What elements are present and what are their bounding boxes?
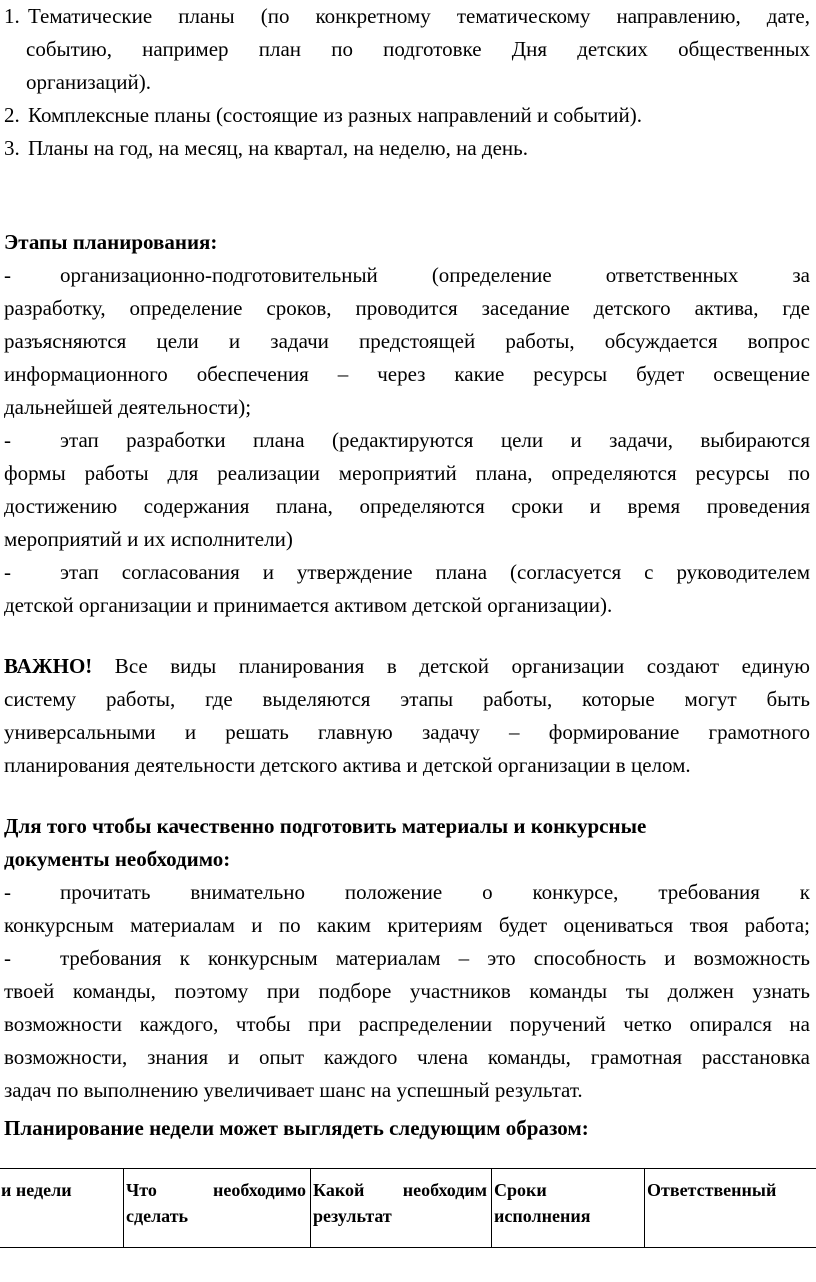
stages-line-1: - организационно-подготовительный (определение ответственных за: [4, 263, 810, 287]
list-item-1-line-1: 1. Тематические планы (по конкретному тематическому направлению, дате,: [4, 4, 810, 28]
materials-line-2: конкурсным материалам и по каким критериям будет оцениваться твоя работа;: [4, 913, 810, 937]
stages-line-10: - этап согласования и утверждение плана (согласуется с руководителем: [4, 560, 810, 584]
stages-line-2: разработку, определение сроков, проводится заседание детского актива, где: [4, 296, 810, 320]
stages-line-6: - этап разработки плана (редактируются цели и задачи, выбираются: [4, 428, 810, 452]
important-line-1: ВАЖНО! Все виды планирования в детской организации создают единую: [4, 654, 810, 678]
stages-line-5: дальнейшей деятельности);: [4, 395, 252, 419]
column-result: Какой необходим результат: [311, 1169, 492, 1248]
important-line-2: систему работы, где выделяются этапы работы, которые могут быть: [4, 687, 810, 711]
materials-line-4: твоей команды, поэтому при подборе участников команды ты должен узнать: [4, 979, 810, 1003]
materials-heading-1: Для того чтобы качественно подготовить материалы и конкурсные: [4, 814, 647, 838]
stages-line-4: информационного обеспечения – через какие ресурсы будет освещение: [4, 362, 810, 386]
materials-line-3: - требования к конкурсным материалам – это способность и возможность: [4, 946, 810, 970]
list-item-3: 3. Планы на год, на месяц, на квартал, на неделю, на день.: [4, 136, 528, 160]
list-item-1-line-2: событию, например план по подготовке Дня детских общественных: [26, 37, 810, 61]
list-item-2: 2. Комплексные планы (состоящие из разных направлений и событий).: [4, 103, 642, 127]
stages-line-9: мероприятий и их исполнители): [4, 527, 293, 551]
column-what-to-do: Что необходимо сделать: [124, 1169, 311, 1248]
column-deadline: Сроки исполнения: [492, 1169, 645, 1248]
important-line-3: универсальными и решать главную задачу – формирование грамотного: [4, 720, 810, 744]
materials-heading-2: документы необходимо:: [4, 847, 231, 871]
stages-line-7: формы работы для реализации мероприятий плана, определяются ресурсы по: [4, 461, 810, 485]
materials-line-5: возможности каждого, чтобы при распределении поручений четко опирался на: [4, 1012, 810, 1036]
list-item-1-line-3: организаций).: [26, 70, 151, 94]
materials-line-7: задач по выполнению увеличивает шанс на успешный результат.: [4, 1078, 583, 1102]
materials-line-6: возможности, знания и опыт каждого члена команды, грамотная расстановка: [4, 1045, 810, 1069]
week-heading: Планирование недели может выглядеть следующим образом:: [4, 1116, 589, 1140]
week-plan-table: [0, 1168, 816, 1248]
important-line-4: планирования деятельности детского актива и детской организации в целом.: [4, 753, 691, 777]
column-days: и недели: [0, 1169, 124, 1248]
stages-line-3: разъясняются цели и задачи предстоящей работы, обсуждается вопрос: [4, 329, 810, 353]
materials-line-1: - прочитать внимательно положение о конкурсе, требования к: [4, 880, 810, 904]
stages-line-11: детской организации и принимается активом детской организации).: [4, 593, 613, 617]
table-header-row: [0, 1169, 816, 1248]
stages-line-8: достижению содержания плана, определяются сроки и время проведения: [4, 494, 810, 518]
stages-heading: Этапы планирования:: [4, 230, 218, 254]
column-responsible: Ответственный: [645, 1169, 816, 1248]
